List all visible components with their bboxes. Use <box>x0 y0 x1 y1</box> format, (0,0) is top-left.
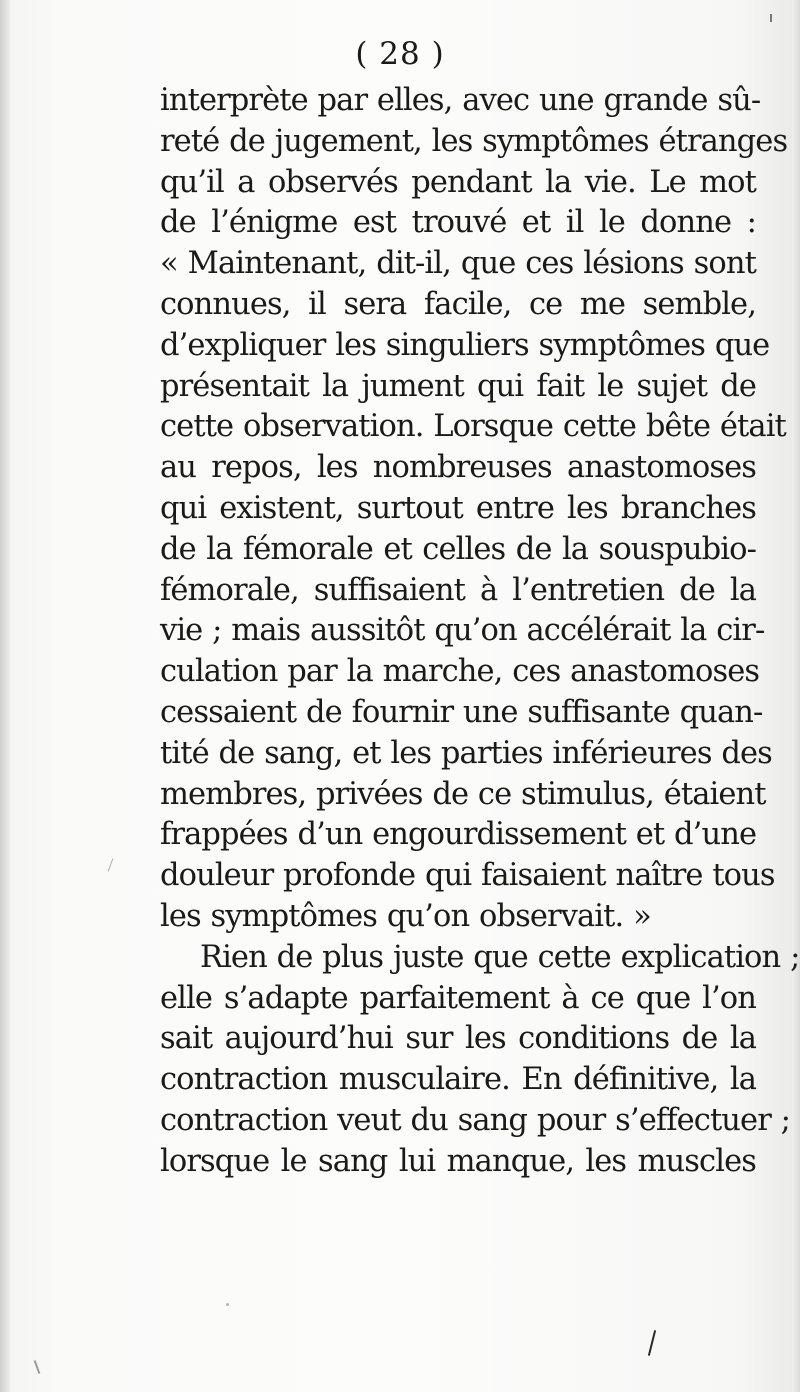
text-line: lorsque le sang lui manque, les muscles <box>160 1143 756 1179</box>
text-line: qui existent, surtout entre les branches <box>160 490 756 526</box>
text-line: culation par la marche, ces anastomoses <box>160 654 760 690</box>
text-line-paragraph-end: les symptômes qu’on observait. » <box>160 898 651 934</box>
text-line: tité de sang, et les parties inférieures des <box>160 735 772 771</box>
text-line: contraction musculaire. En définitive, la <box>160 1062 756 1098</box>
paper-speck <box>108 858 114 871</box>
text-line: connues, il sera facile, ce me semble, <box>160 286 756 322</box>
text-line: « Maintenant, dit-il, que ces lésions sont <box>160 246 756 282</box>
text-line: vie ; mais aussitôt qu’on accélérait la cir- <box>160 613 765 649</box>
paper-speck <box>226 1303 229 1306</box>
page-left-edge-shadow <box>0 0 10 1392</box>
text-line: de la fémorale et celles de la souspubio- <box>160 531 756 567</box>
text-line: reté de jugement, les symptômes étranges <box>160 123 788 159</box>
text-line: fémorale, suffisaient à l’entretien de la <box>160 572 756 608</box>
text-line: d’expliquer les singuliers symptômes que <box>160 327 770 363</box>
body-text <box>160 81 800 1183</box>
text-line: présentait la jument qui fait le sujet de <box>160 368 756 404</box>
text-line: interprète par elles, avec une grande sû- <box>160 83 761 118</box>
page-number: ( 28 ) <box>355 36 445 72</box>
page-right-edge-shadow <box>792 0 800 1392</box>
text-line: qu’il a observés pendant la vie. Le mot <box>160 164 756 200</box>
text-line: contraction veut du sang pour s’effectuer ; <box>160 1102 791 1138</box>
text-line: de l’énigme est trouvé et il le donne : <box>160 205 756 241</box>
text-line: cessaient de fournir une suffisante quan- <box>160 694 763 730</box>
paper-speck <box>34 1360 41 1374</box>
ink-mark <box>648 1330 656 1356</box>
text-line: au repos, les nombreuses anastomoses <box>160 450 756 486</box>
text-line: douleur profonde qui faisaient naître tous <box>160 858 775 894</box>
text-line: membres, privées de ce stimulus, étaient <box>160 776 766 812</box>
text-line: elle s’adapte parfaitement à ce que l’on <box>160 980 756 1016</box>
paper-speck <box>770 14 772 22</box>
text-line: sait aujourd’hui sur les conditions de la <box>160 1021 756 1057</box>
text-line: cette observation. Lorsque cette bête était <box>160 409 786 445</box>
text-line: frappées d’un engourdissement et d’une <box>160 817 757 853</box>
text-line-paragraph-start: Rien de plus juste que cette explication ; <box>200 939 800 975</box>
